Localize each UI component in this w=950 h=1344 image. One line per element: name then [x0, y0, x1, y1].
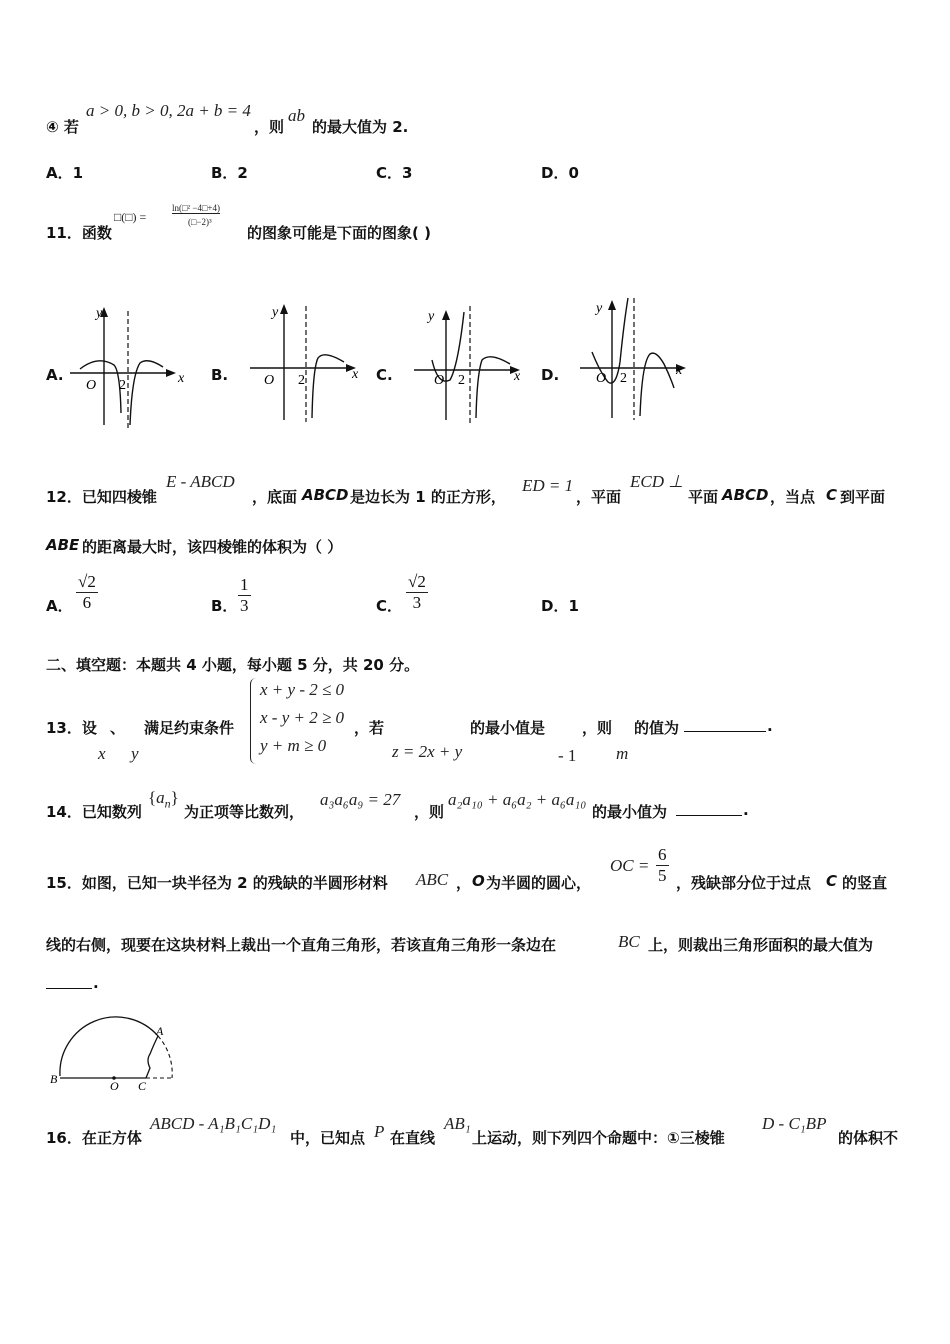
q15-prefix: 15．如图，已知一块半径为 2 的残缺的半圆形材料	[46, 874, 388, 892]
q10-item4-suffix: 的最大值为 2.	[312, 118, 409, 136]
q15-text2: 为半圆的圆心，	[486, 874, 592, 892]
q12-text2: 是边长为 1 的正方形，	[350, 488, 506, 506]
q13-tail: 的值为	[634, 719, 680, 737]
q12-line2: 的距离最大时，该四棱锥的体积为（ ）	[82, 538, 343, 556]
q13-var-x: x	[98, 744, 106, 763]
section-2-heading: 二、填空题：本题共 4 小题，每小题 5 分，共 20 分。	[46, 656, 420, 674]
q12-option-b-value	[238, 575, 251, 616]
q13-answer-blank[interactable]	[684, 719, 766, 732]
q13-mid: 满足约束条件	[144, 719, 235, 737]
graph-d-curve	[592, 298, 674, 416]
graph-b	[248, 300, 368, 430]
graph-b-curve	[312, 355, 344, 418]
q16-text3: 上运动，则下列四个命题中：①三棱锥	[472, 1129, 725, 1147]
q12-option-a-den: 6	[82, 593, 92, 612]
graph-c-curve	[432, 312, 510, 418]
q13-end: .	[767, 717, 773, 735]
q13-sep: 、	[110, 719, 126, 737]
q16-prefix: 16．在正方体	[46, 1129, 142, 1147]
q10-item4-prefix: ④ 若	[46, 118, 79, 136]
q10-option-a: A．1	[46, 164, 84, 182]
graph-c-y-label: y	[428, 309, 435, 324]
q13-objective: z = 2x + y	[392, 742, 463, 761]
graph-b-y-label: y	[272, 305, 279, 320]
q15-abc: ABC	[416, 870, 449, 889]
q12-option-c-num: √2	[408, 572, 426, 591]
q15-end: .	[93, 974, 99, 992]
q12-ed: ED = 1	[522, 476, 574, 495]
q15-figure	[46, 1016, 186, 1096]
graph-c-y-arrow	[442, 310, 450, 320]
q12-option-b-num: 1	[240, 575, 249, 594]
q12-point-c: C	[826, 486, 838, 504]
q15-answer-blank[interactable]	[46, 976, 92, 989]
q15-oc-num: 6	[658, 845, 667, 864]
q12-option-c-den: 3	[412, 593, 422, 612]
q15-fig-arc	[60, 1017, 158, 1078]
graph-c-tick-2: 2	[458, 373, 465, 388]
q15-line2-b: 上，则裁出三角形面积的最大值为	[648, 936, 874, 954]
q14-brace-close: }	[170, 788, 179, 807]
q10-item4-expr: ab	[288, 106, 305, 125]
graph-d-y-arrow	[608, 300, 616, 310]
q14-seq-sub: n	[164, 796, 171, 811]
graph-d-origin: O	[596, 371, 607, 386]
graph-d-tick-2: 2	[620, 371, 627, 386]
q12-pyramid: E - ABCD	[166, 472, 235, 491]
q12-base2: ABCD	[722, 486, 769, 504]
graph-b-x-label: x	[352, 367, 359, 382]
q15-bc: BC	[618, 932, 640, 951]
graph-a-label: A.	[46, 366, 64, 384]
q14-text2: ，则	[414, 803, 445, 821]
q14-sequence	[148, 788, 179, 811]
q15-text4: 的竖直	[842, 874, 888, 892]
q14-sum: a₂a₁₀ + a₆a₂ + a₆a₁₀	[448, 790, 587, 809]
q12-option-d: D．1	[541, 597, 579, 615]
graph-a-tick-2: 2	[119, 378, 126, 393]
q13-minval: 的最小值是	[470, 719, 546, 737]
graph-b-y-arrow	[280, 304, 288, 314]
q14-answer-blank[interactable]	[676, 803, 742, 816]
q15-oc-den: 5	[658, 866, 667, 885]
graph-a	[68, 305, 188, 435]
graph-b-label: B.	[211, 366, 229, 384]
q15-fig-label-b: B	[50, 1072, 58, 1086]
q12-text3: ，平面	[576, 488, 622, 506]
q14-product: a₃a₆a₉ = 27	[320, 790, 401, 809]
q16-text4: 的体积不	[838, 1129, 899, 1147]
q12-ecd: ECD ⊥	[630, 472, 684, 491]
graph-a-origin: O	[86, 378, 97, 393]
q13-neg-one: - 1	[558, 746, 577, 765]
q16-text2: 在直线	[390, 1129, 436, 1147]
q16-text1: 中，已知点	[290, 1129, 366, 1147]
graph-c-origin: O	[434, 373, 445, 388]
q12-option-b-label: B．	[211, 597, 238, 615]
graph-c-x-label: x	[514, 369, 521, 384]
graph-b-tick-2: 2	[298, 373, 305, 388]
q13-constraint-2: x - y + 2 ≥ 0	[260, 708, 345, 727]
q15-text1: ，	[456, 874, 472, 892]
q15-fig-label-o: O	[110, 1079, 119, 1093]
q15-oc: OC =	[610, 856, 650, 875]
q13-prefix: 13．设	[46, 719, 97, 737]
q16-line-ab1: AB₁	[444, 1114, 471, 1133]
q12-option-a-label: A．	[46, 597, 73, 615]
graph-a-x-arrow	[166, 369, 176, 377]
q16-cube: ABCD - A₁B₁C₁D₁	[150, 1114, 277, 1133]
q16-tetra: D - C₁BP	[762, 1114, 827, 1133]
q13-ze: ，则	[582, 719, 613, 737]
q14-text1: 为正项等比数列，	[184, 803, 305, 821]
q15-text3: ，残缺部分位于过点	[676, 874, 812, 892]
q15-point-c: C	[826, 872, 838, 890]
graph-c-label: C.	[376, 366, 393, 384]
q15-point-o: O	[472, 872, 485, 890]
q10-option-c: C．3	[376, 164, 413, 182]
q13-constraint-1: x + y - 2 ≤ 0	[260, 680, 345, 699]
q12-base: ABCD	[302, 486, 349, 504]
q12-text6: 到平面	[840, 488, 886, 506]
q12-text1: ，底面	[252, 488, 298, 506]
q12-text4: 平面	[688, 488, 719, 506]
q11-func-left: □(□) =	[114, 210, 147, 224]
q12-prefix: 12．已知四棱锥	[46, 488, 157, 506]
q15-fig-missing-arc	[158, 1036, 172, 1078]
q10-item4-condition: a > 0, b > 0, 2a + b = 4	[86, 101, 251, 120]
q14-end: .	[743, 801, 749, 819]
graph-d-label: D.	[541, 366, 560, 384]
q12-text5: ，当点	[770, 488, 816, 506]
q12-option-a-num: √2	[78, 572, 96, 591]
q13-brace	[250, 678, 259, 764]
q13-var-y: y	[131, 744, 139, 763]
q15-line2-a: 线的右侧，现要在这块材料上裁出一个直角三角形，若该直角三角形一条边在	[46, 936, 557, 954]
q10-item4-mid: ，则	[254, 118, 285, 136]
q13-var-m: m	[616, 744, 629, 763]
q10-option-d: D．0	[541, 164, 579, 182]
graph-d	[576, 292, 696, 427]
graph-c	[410, 300, 530, 430]
q12-option-a-value	[76, 572, 98, 613]
q12-option-c-value	[406, 572, 428, 613]
q14-brace-open: {	[148, 788, 157, 807]
q11-prefix: 11．函数	[46, 224, 112, 242]
q13-constraint-3: y + m ≥ 0	[260, 736, 327, 755]
q13-ruo: ，若	[354, 719, 385, 737]
graph-b-origin: O	[264, 373, 275, 388]
graph-a-x-label: x	[178, 371, 185, 386]
q14-text3: 的最小值为	[592, 803, 668, 821]
q11-function-formula	[114, 203, 246, 239]
q11-suffix: 的图象可能是下面的图象( )	[247, 224, 431, 242]
q12-option-b-den: 3	[240, 596, 249, 615]
graph-a-y-label: y	[96, 306, 103, 321]
graph-d-x-label: x	[676, 363, 683, 378]
q15-fig-label-c: C	[138, 1079, 147, 1093]
q12-option-c-label: C．	[376, 597, 403, 615]
q15-oc-fraction	[656, 845, 669, 886]
q10-option-b: B．2	[211, 164, 248, 182]
q12-plane-abe: ABE	[46, 536, 80, 554]
q11-func-numerator: ln(□² −4□+4)	[172, 203, 220, 213]
q14-prefix: 14．已知数列	[46, 803, 142, 821]
q16-point-p: P	[374, 1122, 385, 1141]
q11-func-denominator: (□−2)³	[188, 217, 212, 227]
q14-seq-a: a	[156, 788, 165, 807]
graph-d-y-label: y	[596, 301, 603, 316]
q15-fig-label-a: A	[156, 1024, 164, 1038]
